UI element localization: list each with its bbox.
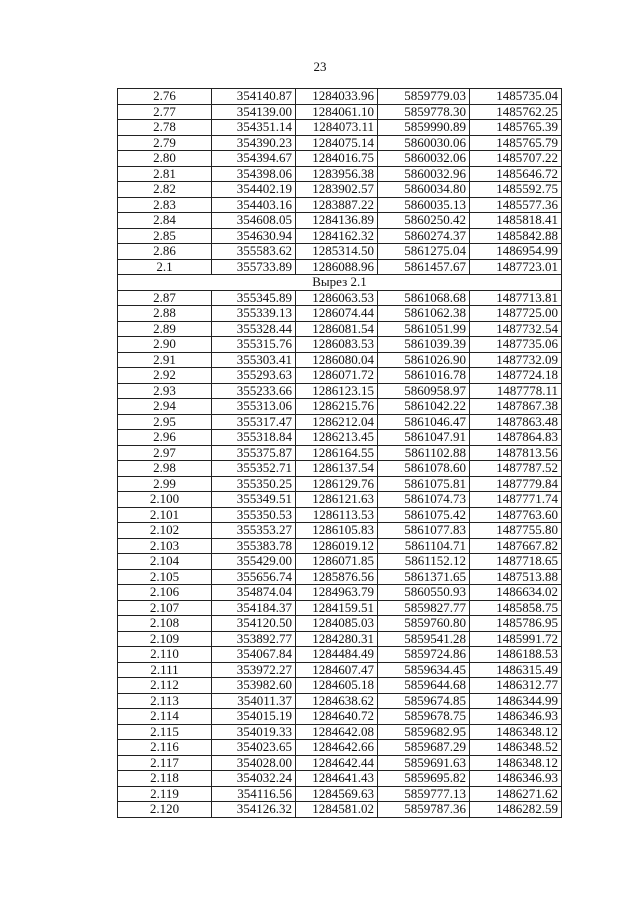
table-row [118,600,562,616]
table-row [118,306,562,322]
point-number-cell: 2.89 [118,321,212,337]
point-number-cell: 2.109 [118,631,212,647]
coordinate-cell: 1286105.83 [296,523,378,539]
coordinate-cell: 1486188.53 [470,647,562,663]
coordinate-cell: 5860550.93 [378,585,470,601]
coordinate-cell: 1487713.81 [470,290,562,306]
coordinate-cell: 1487763.60 [470,507,562,523]
coordinate-cell: 1485592.75 [470,182,562,198]
coordinate-cell: 5859760.80 [378,616,470,632]
coordinate-cell: 5861075.42 [378,507,470,523]
point-number-cell: 2.93 [118,383,212,399]
table-row [118,631,562,647]
coordinate-cell: 1486954.99 [470,244,562,260]
coordinate-cell: 1487787.52 [470,461,562,477]
point-number-cell: 2.80 [118,151,212,167]
coordinate-cell: 355345.89 [212,290,296,306]
coordinate-cell: 1284136.89 [296,213,378,229]
coordinate-cell: 1485786.95 [470,616,562,632]
coordinate-cell: 1486348.52 [470,740,562,756]
coordinate-cell: 1286113.53 [296,507,378,523]
coordinate-cell: 1286164.55 [296,445,378,461]
point-number-cell: 2.117 [118,755,212,771]
coordinate-cell: 1284607.47 [296,662,378,678]
point-number-cell: 2.86 [118,244,212,260]
point-number-cell: 2.94 [118,399,212,415]
coordinate-cell: 1284569.63 [296,786,378,802]
coordinate-cell: 355293.63 [212,368,296,384]
coordinate-cell: 5861042.22 [378,399,470,415]
table-row [118,538,562,554]
coordinate-cell: 354184.37 [212,600,296,616]
table-row [118,569,562,585]
table-row [118,786,562,802]
coordinate-cell: 1284033.96 [296,89,378,105]
table-row [118,290,562,306]
coordinate-cell: 5859691.63 [378,755,470,771]
coordinate-cell: 1284075.14 [296,135,378,151]
table-row [118,197,562,213]
table-row [118,166,562,182]
point-number-cell: 2.81 [118,166,212,182]
coordinate-cell: 355349.51 [212,492,296,508]
coordinate-cell: 1286123.15 [296,383,378,399]
point-number-cell: 2.114 [118,709,212,725]
coordinate-cell: 354608.05 [212,213,296,229]
point-number-cell: 2.107 [118,600,212,616]
table-row [118,507,562,523]
coordinate-cell: 355656.74 [212,569,296,585]
table-row [118,352,562,368]
coordinate-cell: 354032.24 [212,771,296,787]
coordinate-cell: 1485818.41 [470,213,562,229]
coordinate-cell: 5859682.95 [378,724,470,740]
table-row [118,414,562,430]
point-number-cell: 2.105 [118,569,212,585]
table-row [118,259,562,275]
coordinate-cell: 5860035.13 [378,197,470,213]
point-number-cell: 2.106 [118,585,212,601]
coordinate-cell: 5859787.36 [378,802,470,818]
coordinate-cell: 1487723.01 [470,259,562,275]
coordinate-cell: 1286121.63 [296,492,378,508]
coordinate-cell: 5860032.96 [378,166,470,182]
table-row [118,445,562,461]
coordinate-cell: 5859541.28 [378,631,470,647]
coordinate-cell: 353892.77 [212,631,296,647]
coordinate-cell: 5859695.82 [378,771,470,787]
table-row [118,771,562,787]
coordinate-cell: 1284162.32 [296,228,378,244]
coordinate-cell: 354120.50 [212,616,296,632]
coordinate-cell: 1284641.43 [296,771,378,787]
coordinate-cell: 1486348.12 [470,755,562,771]
coordinate-cell: 1286081.54 [296,321,378,337]
coordinate-cell: 1486312.77 [470,678,562,694]
point-number-cell: 2.87 [118,290,212,306]
coordinate-cell: 1485762.25 [470,104,562,120]
coordinate-cell: 5861026.90 [378,352,470,368]
point-number-cell: 2.95 [118,414,212,430]
point-number-cell: 2.85 [118,228,212,244]
coordinate-cell: 5860958.97 [378,383,470,399]
coordinate-cell: 354028.00 [212,755,296,771]
table-row [118,104,562,120]
table-row [118,678,562,694]
table-row [118,120,562,136]
section-title: Вырез 2.1 [118,275,562,291]
coordinate-cell: 1485735.04 [470,89,562,105]
table-row [118,554,562,570]
coordinate-cell: 354874.04 [212,585,296,601]
point-number-cell: 2.88 [118,306,212,322]
coordinate-cell: 5861046.47 [378,414,470,430]
coordinate-cell: 354015.19 [212,709,296,725]
coordinate-cell: 1486346.93 [470,709,562,725]
table-row [118,244,562,260]
table-row [118,709,562,725]
coordinate-cell: 1485991.72 [470,631,562,647]
coordinate-cell: 1286137.54 [296,461,378,477]
coordinate-cell: 5861039.39 [378,337,470,353]
coordinate-cell: 1487863.48 [470,414,562,430]
coordinate-cell: 355375.87 [212,445,296,461]
coordinate-cell: 5859990.89 [378,120,470,136]
table-row [118,461,562,477]
table-row [118,724,562,740]
coordinate-cell: 5859644.68 [378,678,470,694]
coordinate-cell: 1487779.84 [470,476,562,492]
point-number-cell: 2.111 [118,662,212,678]
coordinate-cell: 5860250.42 [378,213,470,229]
table-row [118,476,562,492]
point-number-cell: 2.91 [118,352,212,368]
coordinate-cell: 5859779.03 [378,89,470,105]
point-number-cell: 2.112 [118,678,212,694]
coordinate-cell: 5860030.06 [378,135,470,151]
coordinate-cell: 1286071.72 [296,368,378,384]
coordinate-cell: 355317.47 [212,414,296,430]
point-number-cell: 2.100 [118,492,212,508]
coordinate-cell: 1487813.56 [470,445,562,461]
coordinate-cell: 1486344.99 [470,693,562,709]
coordinate-cell: 1486282.59 [470,802,562,818]
coordinate-cell: 1284280.31 [296,631,378,647]
coordinate-cell: 1286213.45 [296,430,378,446]
point-number-cell: 2.115 [118,724,212,740]
page-number: 23 [313,59,327,74]
coordinate-cell: 5861371.65 [378,569,470,585]
coordinate-cell: 355303.41 [212,352,296,368]
coordinate-cell: 5859674.85 [378,693,470,709]
coordinate-cell: 354398.06 [212,166,296,182]
point-number-cell: 2.103 [118,538,212,554]
point-number-cell: 2.92 [118,368,212,384]
point-number-cell: 2.99 [118,476,212,492]
coordinate-cell: 1485765.79 [470,135,562,151]
coordinate-cell: 1286074.44 [296,306,378,322]
coordinate-cell: 1286083.53 [296,337,378,353]
coordinate-cell: 1487755.80 [470,523,562,539]
coordinate-cell: 1284581.02 [296,802,378,818]
point-number-cell: 2.110 [118,647,212,663]
coordinate-cell: 1284073.11 [296,120,378,136]
point-number-cell: 2.116 [118,740,212,756]
coordinates-table-body [118,89,562,818]
coordinate-cell: 5861152.12 [378,554,470,570]
coordinate-cell: 1486348.12 [470,724,562,740]
table-row [118,802,562,818]
coordinate-cell: 1286129.76 [296,476,378,492]
coordinate-cell: 353982.60 [212,678,296,694]
coordinate-cell: 5861062.38 [378,306,470,322]
coordinate-cell: 1486315.49 [470,662,562,678]
coordinate-cell: 1486634.02 [470,585,562,601]
point-number-cell: 2.84 [118,213,212,229]
coordinate-cell: 354630.94 [212,228,296,244]
coordinate-cell: 1284642.08 [296,724,378,740]
coordinate-cell: 355583.62 [212,244,296,260]
table-row [118,213,562,229]
coordinate-cell: 1284061.10 [296,104,378,120]
coordinate-cell: 354390.23 [212,135,296,151]
coordinate-cell: 355233.66 [212,383,296,399]
coordinate-cell: 355313.06 [212,399,296,415]
coordinate-cell: 355352.71 [212,461,296,477]
coordinates-table [117,88,562,818]
coordinate-cell: 354067.84 [212,647,296,663]
coordinate-cell: 5859827.77 [378,600,470,616]
coordinate-cell: 1487867.38 [470,399,562,415]
coordinate-cell: 5861275.04 [378,244,470,260]
coordinate-cell: 355318.84 [212,430,296,446]
coordinate-cell: 1286071.85 [296,554,378,570]
coordinate-cell: 354139.00 [212,104,296,120]
table-row [118,135,562,151]
point-number-cell: 2.104 [118,554,212,570]
table-row [118,368,562,384]
coordinate-cell: 5861075.81 [378,476,470,492]
coordinate-cell: 5861068.68 [378,290,470,306]
table-row [118,430,562,446]
point-number-cell: 2.96 [118,430,212,446]
point-number-cell: 2.108 [118,616,212,632]
coordinate-cell: 354019.33 [212,724,296,740]
coordinate-cell: 355383.78 [212,538,296,554]
coordinate-cell: 5861102.88 [378,445,470,461]
point-number-cell: 2.101 [118,507,212,523]
coordinate-cell: 1283902.57 [296,182,378,198]
coordinate-cell: 1283956.38 [296,166,378,182]
coordinate-cell: 1284638.62 [296,693,378,709]
coordinate-cell: 1485842.88 [470,228,562,244]
coordinate-cell: 355429.00 [212,554,296,570]
point-number-cell: 2.120 [118,802,212,818]
coordinate-cell: 1284642.44 [296,755,378,771]
point-number-cell: 2.97 [118,445,212,461]
coordinate-cell: 1487725.00 [470,306,562,322]
coordinate-cell: 5859687.29 [378,740,470,756]
coordinate-cell: 1286088.96 [296,259,378,275]
coordinate-cell: 1485707.22 [470,151,562,167]
coordinate-cell: 355353.27 [212,523,296,539]
coordinate-cell: 5861104.71 [378,538,470,554]
coordinate-cell: 1286080.04 [296,352,378,368]
coordinate-cell: 1284159.51 [296,600,378,616]
coordinate-cell: 354116.56 [212,786,296,802]
coordinate-cell: 354394.67 [212,151,296,167]
coordinate-cell: 1485858.75 [470,600,562,616]
coordinate-cell: 5861047.91 [378,430,470,446]
coordinate-cell: 1487864.83 [470,430,562,446]
coordinate-cell: 354023.65 [212,740,296,756]
table-row [118,740,562,756]
point-number-cell: 2.118 [118,771,212,787]
coordinate-cell: 354402.19 [212,182,296,198]
table-row [118,647,562,663]
coordinate-cell: 5861074.73 [378,492,470,508]
table-row [118,321,562,337]
table-row [118,151,562,167]
coordinate-cell: 1284085.03 [296,616,378,632]
coordinate-cell: 5860274.37 [378,228,470,244]
coordinate-cell: 1285314.50 [296,244,378,260]
coordinate-cell: 5861077.83 [378,523,470,539]
point-number-cell: 2.77 [118,104,212,120]
coordinate-cell: 1286212.04 [296,414,378,430]
table-row [118,585,562,601]
coordinate-cell: 1284484.49 [296,647,378,663]
coordinate-cell: 5860034.80 [378,182,470,198]
coordinate-cell: 1285876.56 [296,569,378,585]
point-number-cell: 2.98 [118,461,212,477]
point-number-cell: 2.119 [118,786,212,802]
point-number-cell: 2.78 [118,120,212,136]
coordinate-cell: 1486271.62 [470,786,562,802]
table-row [118,383,562,399]
coordinate-cell: 1487732.09 [470,352,562,368]
coordinate-cell: 1487513.88 [470,569,562,585]
coordinate-cell: 355733.89 [212,259,296,275]
table-row [118,662,562,678]
coordinate-cell: 355350.25 [212,476,296,492]
coordinate-cell: 1485765.39 [470,120,562,136]
coordinate-cell: 5861051.99 [378,321,470,337]
point-number-cell: 2.82 [118,182,212,198]
coordinate-cell: 353972.27 [212,662,296,678]
coordinate-cell: 1485577.36 [470,197,562,213]
point-number-cell: 2.113 [118,693,212,709]
coordinate-cell: 5860032.06 [378,151,470,167]
coordinate-cell: 1487771.74 [470,492,562,508]
coordinate-cell: 354351.14 [212,120,296,136]
coordinate-cell: 1284605.18 [296,678,378,694]
table-row [118,693,562,709]
coordinate-cell: 1487724.18 [470,368,562,384]
coordinate-cell: 1286215.76 [296,399,378,415]
table-row [118,182,562,198]
coordinate-cell: 1487732.54 [470,321,562,337]
table-row [118,755,562,771]
point-number-cell: 2.1 [118,259,212,275]
coordinate-cell: 355339.13 [212,306,296,322]
coordinate-cell: 355350.53 [212,507,296,523]
coordinate-cell: 5859678.75 [378,709,470,725]
coordinate-cell: 1487718.65 [470,554,562,570]
coordinate-cell: 1286019.12 [296,538,378,554]
coordinate-cell: 354140.87 [212,89,296,105]
coordinate-cell: 1283887.22 [296,197,378,213]
coordinate-cell: 1487735.06 [470,337,562,353]
coordinate-cell: 355315.76 [212,337,296,353]
point-number-cell: 2.102 [118,523,212,539]
coordinate-cell: 354126.32 [212,802,296,818]
coordinate-cell: 5861457.67 [378,259,470,275]
coordinate-cell: 5861078.60 [378,461,470,477]
coordinate-cell: 5859778.30 [378,104,470,120]
coordinate-cell: 5859724.86 [378,647,470,663]
table-row [118,228,562,244]
table-row [118,89,562,105]
coordinate-cell: 5859777.13 [378,786,470,802]
coordinate-cell: 1487778.11 [470,383,562,399]
coordinate-cell: 354403.16 [212,197,296,213]
coordinate-cell: 355328.44 [212,321,296,337]
point-number-cell: 2.90 [118,337,212,353]
coordinate-cell: 1284642.66 [296,740,378,756]
coordinate-cell: 1286063.53 [296,290,378,306]
point-number-cell: 2.83 [118,197,212,213]
coordinate-cell: 5861016.78 [378,368,470,384]
coordinate-cell: 1284963.79 [296,585,378,601]
coordinate-cell: 1284016.75 [296,151,378,167]
coordinate-cell: 1487667.82 [470,538,562,554]
point-number-cell: 2.79 [118,135,212,151]
table-row [118,523,562,539]
coordinate-cell: 1284640.72 [296,709,378,725]
coordinate-cell: 1486346.93 [470,771,562,787]
point-number-cell: 2.76 [118,89,212,105]
coordinate-cell: 5859634.45 [378,662,470,678]
table-row [118,337,562,353]
coordinate-cell: 354011.37 [212,693,296,709]
table-row [118,492,562,508]
section-row [118,275,562,291]
table-row [118,616,562,632]
table-row [118,399,562,415]
coordinate-cell: 1485646.72 [470,166,562,182]
